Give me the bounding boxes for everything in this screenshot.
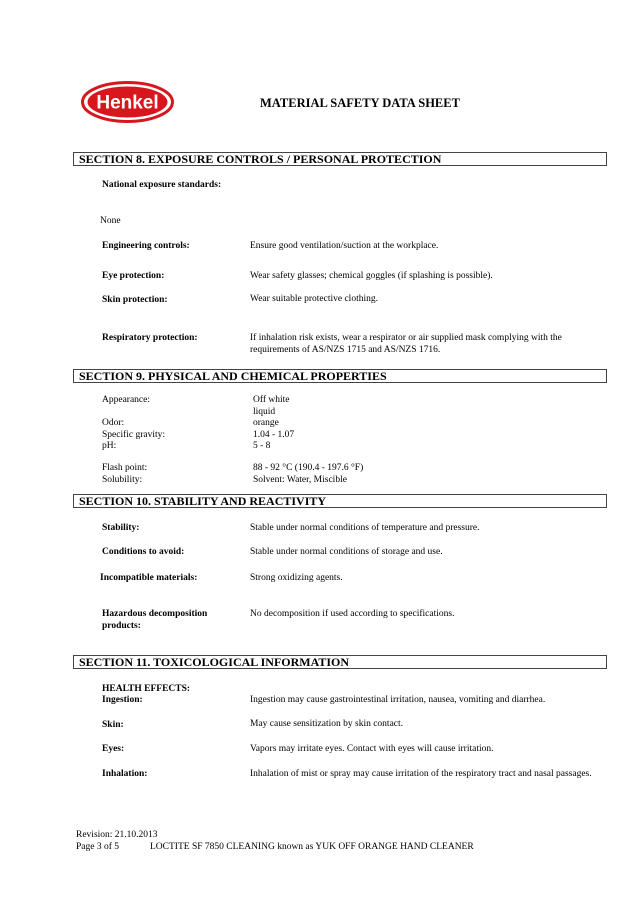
flash-point-label: Flash point: [102, 463, 148, 473]
section-9-title: SECTION 9. PHYSICAL AND CHEMICAL PROPERTIES [79, 369, 387, 383]
section-8-header [73, 152, 607, 166]
section-9-header [73, 369, 607, 383]
section-10-title: SECTION 10. STABILITY AND REACTIVITY [79, 494, 327, 508]
conditions-to-avoid-label: Conditions to avoid: [102, 547, 185, 557]
inhalation-label: Inhalation: [102, 769, 148, 779]
skin-protection-label: Skin protection: [102, 295, 168, 305]
hazardous-decomposition-label-2: products: [102, 621, 141, 631]
document-title: MATERIAL SAFETY DATA SHEET [260, 96, 460, 110]
ph-label: pH: [102, 441, 117, 451]
stability-label: Stability: [102, 523, 140, 533]
appearance-value: Off white [253, 395, 290, 405]
engineering-controls-value: Ensure good ventilation/suction at the workplace. [250, 241, 439, 251]
appearance-value-2: liquid [253, 407, 276, 417]
skin-protection-value: Wear suitable protective clothing. [250, 294, 378, 304]
national-exposure-value: None [100, 216, 121, 226]
ingestion-label: Ingestion: [102, 695, 143, 705]
hazardous-decomposition-label: Hazardous decomposition [102, 609, 208, 619]
solubility-value: Solvent: Water, Miscible [253, 475, 347, 485]
incompatible-materials-value: Strong oxidizing agents. [250, 573, 343, 583]
engineering-controls-label: Engineering controls: [102, 241, 190, 251]
health-effects-label: HEALTH EFFECTS: [102, 684, 191, 694]
hazardous-decomposition-value: No decomposition if used according to specifications. [250, 609, 455, 619]
section-10-header [73, 494, 607, 508]
eye-protection-label: Eye protection: [102, 271, 165, 281]
incompatible-materials-label: Incompatible materials: [100, 573, 198, 583]
conditions-to-avoid-value: Stable under normal conditions of storage and use. [250, 547, 443, 557]
specific-gravity-value: 1.04 - 1.07 [253, 430, 295, 440]
ingestion-value: Ingestion may cause gastrointestinal irritation, nausea, vomiting and diarrhea. [250, 695, 546, 705]
eye-protection-value: Wear safety glasses; chemical goggles (if splashing is possible). [250, 271, 493, 281]
skin-label: Skin: [102, 720, 124, 730]
section-11-header [73, 655, 607, 669]
respiratory-protection-value: If inhalation risk exists, wear a respirator or air supplied mask complying with the requirements of AS/NZS 1715 and AS/NZS 1716. [250, 333, 562, 355]
solubility-label: Solubility: [102, 475, 143, 485]
footer-page-number: Page 3 of 5 [76, 842, 120, 852]
specific-gravity-label: Specific gravity: [102, 430, 166, 440]
odor-value: orange [253, 418, 279, 428]
appearance-label: Appearance: [102, 395, 150, 405]
henkel-logo [80, 80, 175, 124]
eyes-value: Vapors may irritate eyes. Contact with eyes will cause irritation. [250, 744, 494, 754]
inhalation-value: Inhalation of mist or spray may cause irritation of the respiratory tract and nasal passages. [250, 769, 592, 779]
footer-revision: Revision: 21.10.2013 [76, 830, 158, 840]
eyes-label: Eyes: [102, 744, 125, 754]
skin-value: May cause sensitization by skin contact. [250, 719, 404, 729]
footer-product-name: LOCTITE SF 7850 CLEANING known as YUK OFF ORANGE HAND CLEANER [150, 842, 474, 852]
odor-label: Odor: [102, 418, 125, 428]
stability-value: Stable under normal conditions of temperature and pressure. [250, 523, 480, 533]
flash-point-value: 88 - 92 °C (190.4 - 197.6 °F) [253, 463, 364, 473]
national-exposure-label: National exposure standards: [102, 180, 222, 190]
section-11-title: SECTION 11. TOXICOLOGICAL INFORMATION [79, 655, 350, 669]
ph-value: 5 - 8 [253, 441, 271, 451]
henkel-logo-text: Henkel [96, 92, 159, 114]
section-8-title: SECTION 8. EXPOSURE CONTROLS / PERSONAL PROTECTION [79, 152, 442, 166]
respiratory-protection-label: Respiratory protection: [102, 333, 198, 343]
